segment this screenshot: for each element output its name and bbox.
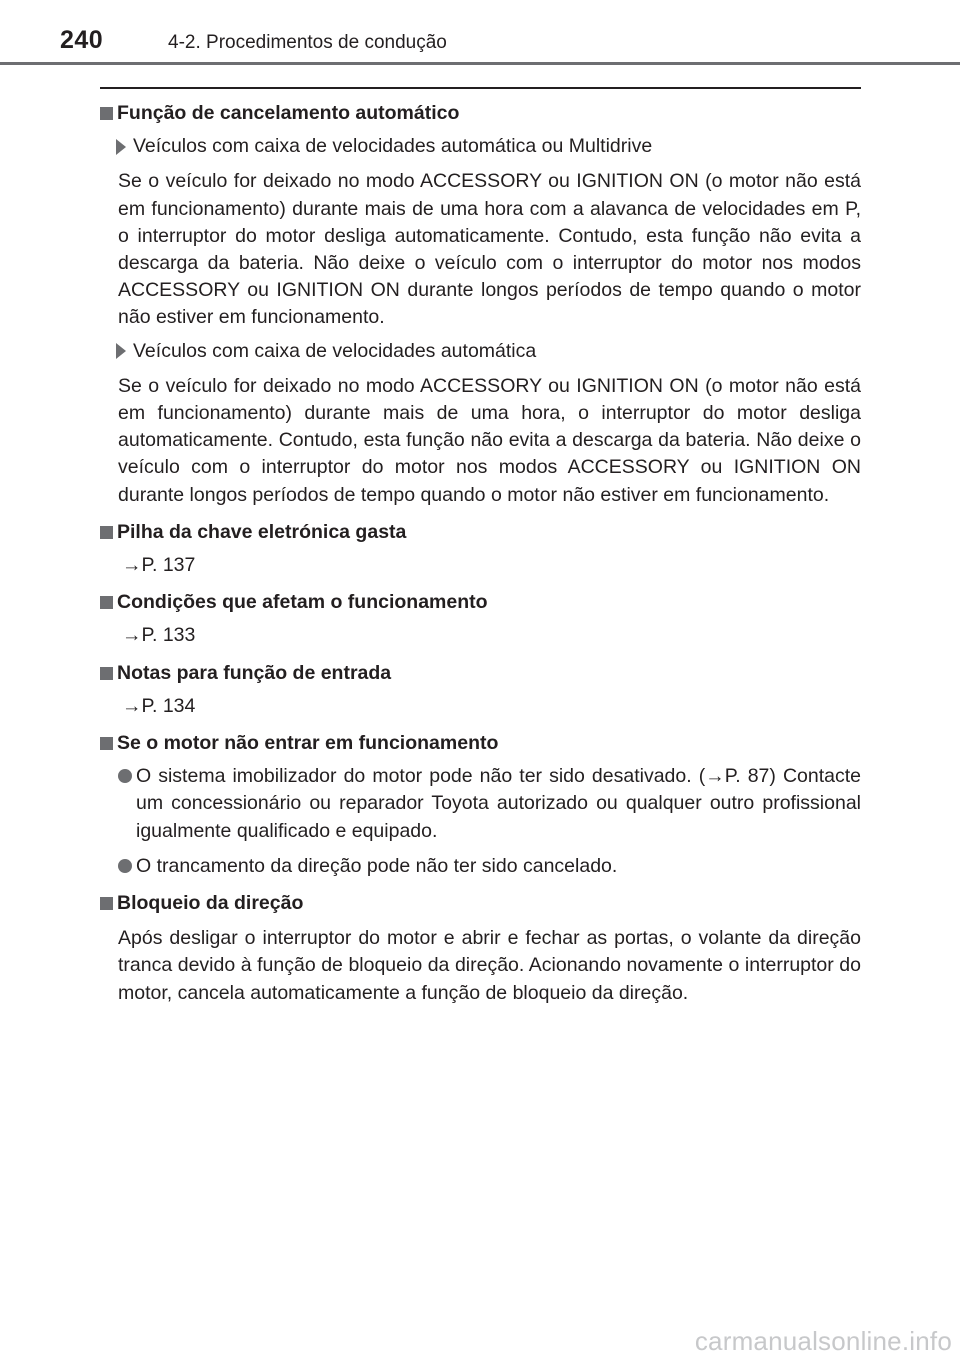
section-heading-engine-not-start — [100, 730, 861, 757]
section-title: Função de cancelamento automático — [117, 102, 460, 124]
square-bullet-icon — [100, 107, 113, 120]
square-bullet-icon — [100, 897, 113, 910]
page-reference: →P. 134 — [122, 694, 196, 717]
circle-bullet-icon — [118, 769, 132, 783]
section-title: Condições que afetam o funcionamento — [117, 591, 488, 614]
list-item-text: O sistema imobilizador do motor pode não ter sido desativado. (→P. 87) Contacte um concessionário ou reparador Toyota autorizado ou qualquer outro profissional igualmente qualificado e equipado. — [136, 765, 861, 842]
section-heading-steering-lock — [100, 890, 861, 917]
list-item-text: O trancamento da direção pode não ter sido cancelado. — [136, 854, 618, 877]
paragraph-auto-cancel-multidrive: Se o veículo for deixado no modo ACCESSORY ou IGNITION ON (o motor não está em funcionamento) durante mais de uma hora com a alavanca de velocidades em P, o interruptor do motor desliga automaticamente. Contudo, esta função não evita a descarga da bateria. Não deixe o veículo com o interruptor do motor nos modos ACCESSORY ou IGNITION ON durante longos períodos de tempo quando o motor não estiver em funcionamento. — [118, 170, 861, 329]
square-bullet-icon — [100, 596, 113, 609]
page-reference: →P. 133 — [122, 624, 196, 647]
page-content — [100, 100, 861, 1007]
content-top-rule — [100, 87, 861, 89]
page-reference: →P. 137 — [122, 554, 196, 577]
list-item — [100, 853, 861, 880]
section-heading-entry-notes — [100, 660, 861, 687]
section-title: Pilha da chave eletrónica gasta — [117, 520, 407, 543]
subheading-text: Veículos com caixa de velocidades automática — [133, 339, 537, 362]
header-rule — [0, 62, 960, 65]
watermark: carmanualsonline.info — [694, 1326, 952, 1356]
circle-bullet-icon — [118, 859, 132, 873]
section-title: Se o motor não entrar em funcionamento — [117, 732, 499, 755]
square-bullet-icon — [100, 526, 113, 539]
page-number: 240 — [60, 26, 104, 54]
triangle-bullet-icon — [116, 343, 126, 359]
section-title: Notas para função de entrada — [117, 661, 392, 684]
square-bullet-icon — [100, 737, 113, 750]
paragraph-steering-lock: Após desligar o interruptor do motor e abrir e fechar as portas, o volante da direção tranca devido à função de bloqueio da direção. Acionando novamente o interruptor do motor, cancela automaticamente a função de bloqueio da direção. — [118, 927, 861, 1004]
paragraph-auto-cancel-automatic: Se o veículo for deixado no modo ACCESSORY ou IGNITION ON (o motor não está em funcionamento) durante mais de uma hora, o interruptor do motor desliga automaticamente. Contudo, esta função não evita a descarga da bateria. Não deixe o veículo com o interruptor do motor nos modos ACCESSORY ou IGNITION ON durante longos períodos de tempo quando o motor não estiver em funcionamento. — [118, 374, 861, 506]
subheading-automatic — [100, 338, 861, 365]
triangle-bullet-icon — [116, 139, 126, 155]
section-heading-conditions — [100, 589, 861, 616]
section-heading-key-battery — [100, 519, 861, 546]
list-item — [100, 763, 861, 845]
subheading-automatic-multidrive — [100, 133, 861, 160]
section-running-head: 4-2. Procedimentos de condução — [168, 32, 447, 53]
section-title: Bloqueio da direção — [117, 892, 304, 915]
subheading-text: Veículos com caixa de velocidades automática ou Multidrive — [133, 135, 653, 158]
square-bullet-icon — [100, 667, 113, 680]
section-heading-auto-cancel — [100, 100, 861, 127]
